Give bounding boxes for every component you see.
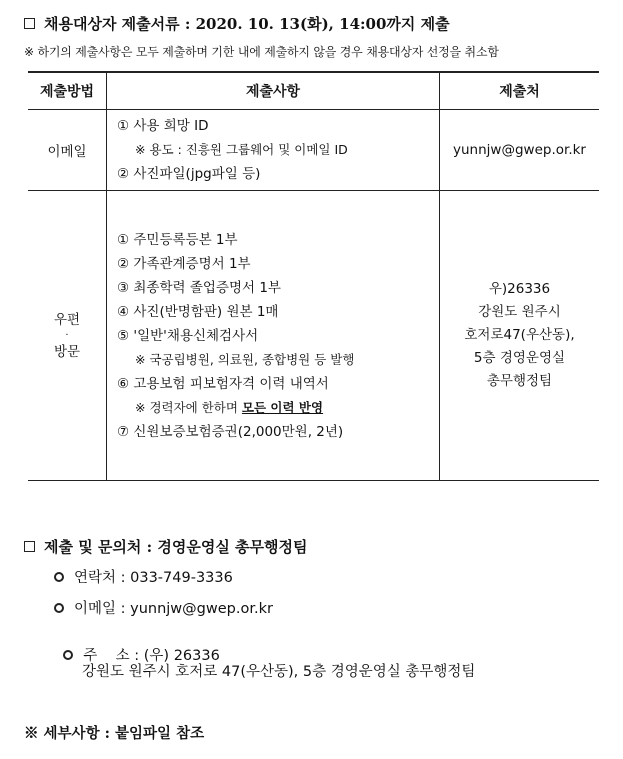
section2-heading xyxy=(24,536,308,557)
contact-address-text: 주 소 : (우) 26336 xyxy=(83,648,220,664)
list-item: ② 가족관계증명서 1부 xyxy=(117,255,251,272)
circle-bullet-icon xyxy=(54,603,64,613)
table-row-email xyxy=(28,110,599,191)
list-item-note: ※ 국공립병원, 의료원, 종합병원 등 발행 xyxy=(135,351,355,367)
table-row-post xyxy=(28,191,599,481)
destination-line: 총무행정팀 xyxy=(486,373,553,389)
method-post: 우편 xyxy=(53,311,81,328)
post-destination xyxy=(440,191,600,481)
section1-heading xyxy=(24,13,450,34)
contact-address-line2: 강원도 원주시 호저로 47(우산동), 5층 경영운영실 총무행정팀 xyxy=(82,664,476,680)
list-item-note: ※ 용도 : 진흥원 그룹웨어 및 이메일 ID xyxy=(135,142,348,157)
email-destination: yunnjw@gwep.or.kr xyxy=(440,110,600,191)
email-items xyxy=(107,110,440,191)
contact-email xyxy=(54,597,273,618)
list-item: ⑤ '일반'채용신체검사서 xyxy=(117,327,259,344)
method-visit: 방문 xyxy=(53,343,81,360)
list-item: ⑥ 고용보험 피보험자격 이력 내역서 xyxy=(117,375,329,392)
contact-phone xyxy=(54,566,233,587)
square-bullet-icon xyxy=(24,18,35,29)
circle-bullet-icon xyxy=(54,572,64,582)
method-email: 이메일 xyxy=(28,110,107,191)
list-item: ① 주민등록등본 1부 xyxy=(117,231,238,248)
header-destination: 제출처 xyxy=(440,72,600,110)
circle-bullet-icon xyxy=(63,650,73,660)
destination-line: 강원도 원주시 xyxy=(478,304,561,320)
method-separator: · xyxy=(65,329,69,341)
header-items: 제출사항 xyxy=(107,72,440,110)
square-bullet-icon xyxy=(24,541,35,552)
list-item: ② 사진파일(jpg파일 등) xyxy=(117,166,261,182)
header-method: 제출방법 xyxy=(28,72,107,110)
contact-phone-text: 연락처 : 033-749-3336 xyxy=(74,570,233,586)
list-item: ③ 최종학력 졸업증명서 1부 xyxy=(117,279,281,296)
submission-table xyxy=(28,71,599,481)
career-note-text: ※ 경력자에 한하며 xyxy=(135,399,242,415)
list-item: ① 사용 희망 ID xyxy=(117,118,209,134)
contact-email-text: 이메일 : yunnjw@gwep.or.kr xyxy=(74,601,273,617)
section2-title: 제출 및 문의처 : 경영운영실 총무행정팀 xyxy=(44,538,308,556)
career-note-emphasis: 모든 이력 반영 xyxy=(241,399,324,415)
list-item: ⑦ 신원보증보험증권(2,000만원, 2년) xyxy=(117,423,344,440)
submission-note: ※ 하기의 제출사항은 모두 제출하며 기한 내에 제출하지 않을 경우 채용대상자 선정을 취소함 xyxy=(24,45,499,59)
destination-line: 우)26336 xyxy=(488,281,551,297)
details-note: ※ 세부사항 : 붙임파일 참조 xyxy=(24,725,205,742)
section1-title: 채용대상자 제출서류 : 2020. 10. 13(화), 14:00까지 제출 xyxy=(44,15,450,33)
method-post-visit xyxy=(28,191,107,481)
destination-line: 5층 경영운영실 xyxy=(473,350,566,366)
list-item: ④ 사진(반명함판) 원본 1매 xyxy=(117,303,279,320)
list-item-note xyxy=(117,396,439,420)
post-items xyxy=(107,191,440,481)
table-header-row xyxy=(28,72,599,110)
destination-line: 호저로47(우산동), xyxy=(464,327,575,343)
